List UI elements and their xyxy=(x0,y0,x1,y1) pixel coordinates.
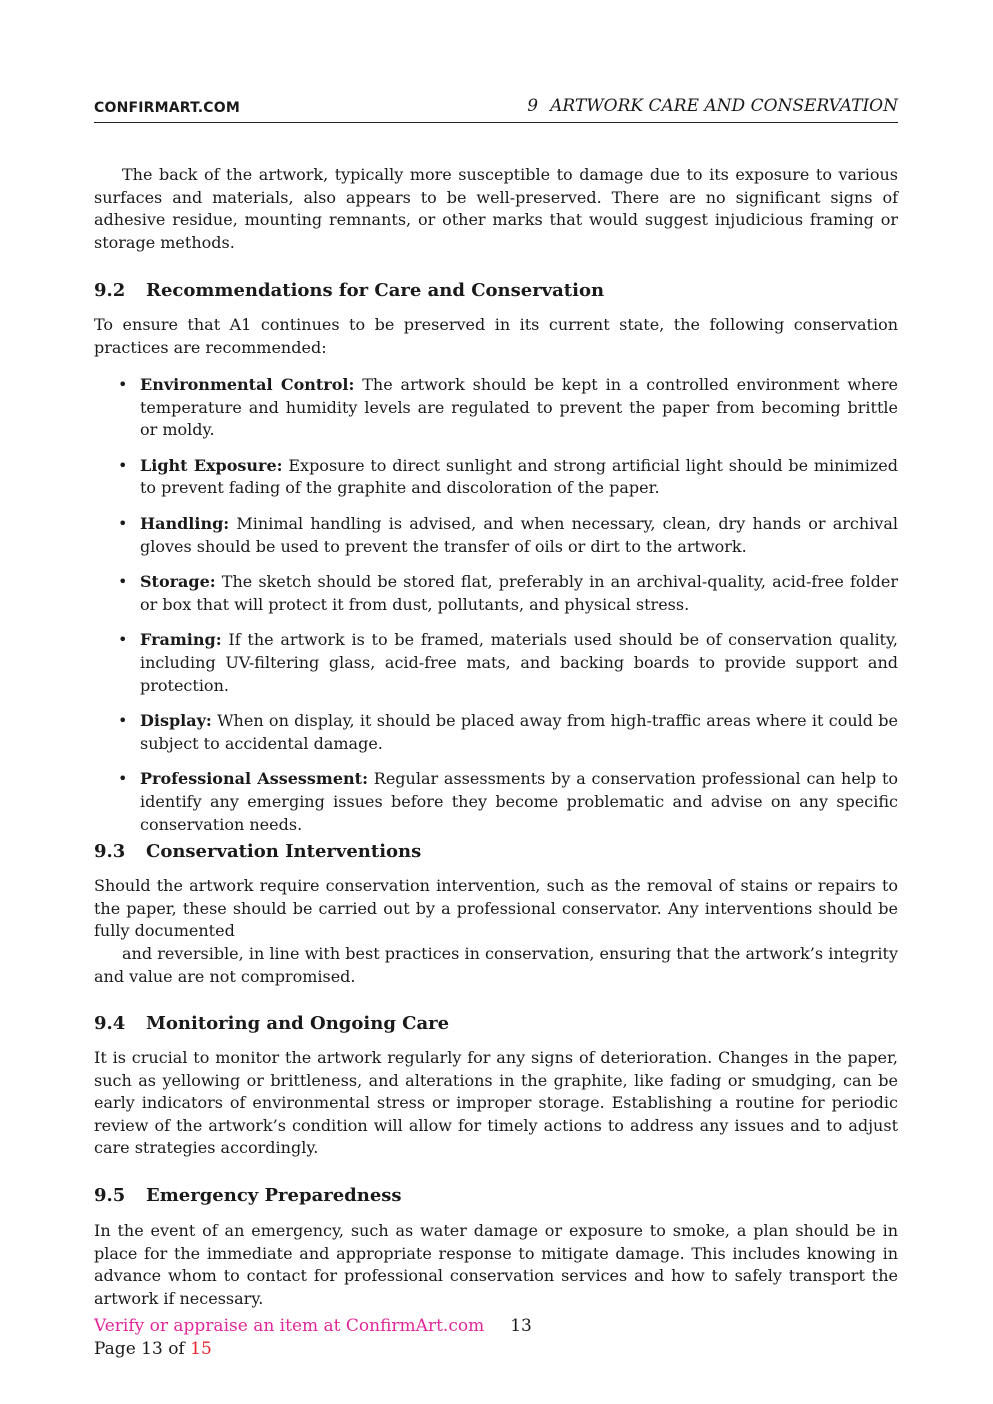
list-item xyxy=(94,571,898,616)
list-item xyxy=(94,513,898,558)
section-heading: 9.5 Emergency Preparedness xyxy=(94,1185,402,1206)
section-heading: 9.2 Recommendations for Care and Conservation xyxy=(94,280,605,301)
list-item-text: When on display, it should be placed away from high-traffic areas where it could be subject to accidental damage. xyxy=(140,711,899,753)
bullet-icon: • xyxy=(118,630,128,650)
section-heading: 9.4 Monitoring and Ongoing Care xyxy=(94,1013,450,1034)
section-paragraph: In the event of an emergency, such as water damage or exposure to smoke, a plan should be in place for the immediate and appropriate response to mitigate damage. This includes knowing in advance whom to contact for professional conservation services and how to safely transport the artwork if necessary. xyxy=(94,1221,898,1308)
bullet-icon: • xyxy=(118,455,128,475)
list-item xyxy=(94,710,898,755)
verify-link[interactable]: Verify or appraise an item at ConfirmArt.com xyxy=(94,1316,485,1336)
section-paragraph: It is crucial to monitor the artwork regularly for any signs of deterioration. Changes in the paper, such as yellowing or brittleness, and alterations in the graphite, like fading or smudging, can be early indicators of environmental stress or improper storage. Establishing a routine for periodic review of the artwork’s condition will allow for timely actions to address any issues and to adjust care strategies accordingly. xyxy=(94,1048,898,1158)
section-heading: 9.3 Conservation Interventions xyxy=(94,841,422,862)
bullet-icon: • xyxy=(118,572,128,592)
list-item xyxy=(94,455,898,500)
footer-page-number: 13 xyxy=(510,1316,532,1336)
list-item-text: The sketch should be stored flat, preferably in an archival-quality, acid-free folder or box that will protect it from dust, pollutants, and physical stress. xyxy=(140,572,898,614)
running-section-title: ARTWORK CARE AND CONSERVATION xyxy=(550,96,898,116)
list-item-text: The artwork should be kept in a controlled environment where temperature and humidity levels are regulated to prevent the paper from becoming brittle or moldy. xyxy=(140,375,898,440)
list-item-label: Display: xyxy=(140,711,212,731)
list-item-label: Light Exposure: xyxy=(140,455,283,475)
list-item-label: Framing: xyxy=(140,630,222,650)
section-paragraph-continued: and reversible, in line with best practices in conservation, ensuring that the artwork’s integrity and value are not compromised. xyxy=(94,944,898,986)
list-item-text: Minimal handling is advised, and when necessary, clean, dry hands or archival gloves should be used to prevent the transfer of oils or dirt to the artwork. xyxy=(140,513,898,556)
total-pages-link[interactable]: 15 xyxy=(190,1339,212,1359)
list-item xyxy=(94,629,898,697)
list-item-label: Handling: xyxy=(140,513,230,533)
list-item-label: Environmental Control: xyxy=(140,375,355,394)
page-footer xyxy=(94,1315,532,1361)
intro-paragraph: The back of the artwork, typically more susceptible to damage due to its exposure to various surfaces and materials, also appears to be well-preserved. There are no significant signs of adhesive residue, mounting remnants, or other marks that would suggest injudicious framing or storage methods. xyxy=(94,165,898,252)
list-item-text: Regular assessments by a conservation professional can help to identify any emerging issues before they become problematic and advise on any specific conservation needs. xyxy=(140,769,899,834)
list-item-label: Storage: xyxy=(140,572,216,592)
list-item-text: If the artwork is to be framed, materials used should be of conservation quality, including UV-filtering glass, acid-free mats, and backing boards to provide support and protection. xyxy=(140,630,898,695)
page-count-prefix: Page 13 of xyxy=(94,1339,185,1359)
section-paragraph: Should the artwork require conservation intervention, such as the removal of stains or repairs to the paper, these should be carried out by a professional conservator. Any interventions should be fully documented xyxy=(94,876,898,941)
list-item xyxy=(94,768,898,836)
section-paragraph: To ensure that A1 continues to be preserved in its current state, the following conservation practices are recommended: xyxy=(94,315,898,357)
list-item-label: Professional Assessment: xyxy=(140,769,368,789)
bullet-icon: • xyxy=(118,375,128,394)
running-header xyxy=(527,96,898,116)
bullet-icon: • xyxy=(118,711,128,731)
list-item-text: Exposure to direct sunlight and strong artificial light should be minimized to prevent fading of the graphite and discoloration of the paper. xyxy=(140,455,898,498)
list-item xyxy=(94,374,898,442)
bullet-icon: • xyxy=(118,513,128,533)
logo: CONFIRMART.COM xyxy=(94,100,241,116)
page-header xyxy=(94,96,898,123)
running-section-number: 9 xyxy=(527,96,539,116)
recommendations-list xyxy=(94,374,898,849)
bullet-icon: • xyxy=(118,769,128,789)
page-count xyxy=(94,1338,532,1361)
footer-line xyxy=(94,1315,532,1338)
